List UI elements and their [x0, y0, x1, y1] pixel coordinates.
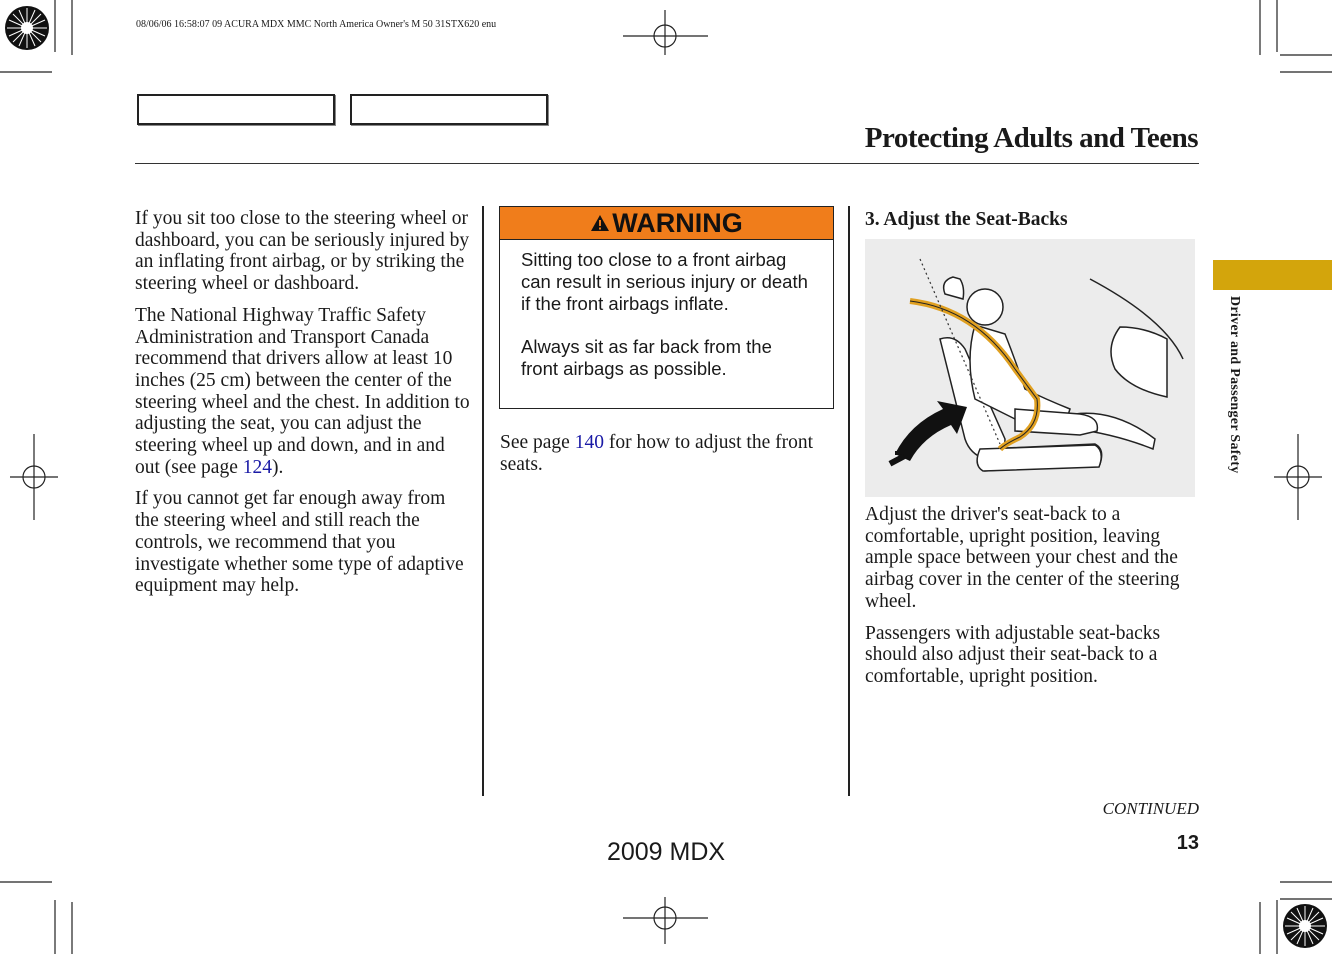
warning-body — [500, 240, 833, 380]
paragraph: If you sit too close to the steering wheel or dashboard, you can be seriously injured by an inflating front airbag, or by striking the steering wheel or dashboard. — [135, 208, 470, 295]
column-2-text — [500, 432, 830, 475]
page-link-124[interactable]: 124 — [242, 456, 272, 478]
warning-header — [500, 207, 833, 240]
warning-label: WARNING — [612, 207, 743, 238]
warning-text: Sitting too close to a front airbag can result in serious injury or death if the front airbags inflate. — [521, 249, 808, 314]
paragraph-text: for how to adjust the front seats. — [500, 432, 814, 475]
column-divider — [848, 206, 850, 796]
paragraph-text: The National Highway Traffic Safety Administration and Transport Canada recommend that drivers allow at least 10 inches (25 cm) between the center of the steering wheel and the chest. In addition to adjusting the seat, you can adjust the steering wheel up and down, and in and out (see page — [135, 304, 470, 478]
paragraph: Passengers with adjustable seat-backs should also adjust their seat-back to a comfortable, upright position. — [865, 622, 1161, 687]
paragraph: If you cannot get far enough away from the steering wheel and still reach the controls, we recommend that you investigate whether some type of adaptive equipment may help. — [135, 488, 464, 597]
print-info: 08/06/06 16:58:07 09 ACURA MDX MMC North America Owner's M 50 31STX620 enu — [136, 19, 497, 30]
model-label: 2009 MDX — [606, 838, 726, 866]
column-3-text — [865, 504, 1205, 698]
warning-box — [499, 206, 834, 409]
page-number: 13 — [1176, 832, 1199, 854]
warning-text: Always sit as far back from the front airbags as possible. — [521, 336, 772, 380]
continued-label: CONTINUED — [1102, 799, 1199, 818]
page-link-140[interactable]: 140 — [574, 432, 604, 453]
section-heading: 3. Adjust the Seat-Backs — [865, 209, 1068, 230]
paragraph-text: ). — [272, 456, 284, 478]
header-tab-box — [137, 94, 335, 125]
warning-triangle-icon — [590, 214, 610, 232]
title-rule — [135, 163, 1199, 164]
column-divider — [482, 206, 484, 796]
page-title: Protecting Adults and Teens — [864, 122, 1198, 154]
section-side-tab — [1213, 260, 1332, 290]
seat-back-illustration — [865, 239, 1195, 497]
paragraph — [135, 305, 470, 479]
section-side-label: Driver and Passenger Safety — [1227, 296, 1242, 474]
paragraph-text: See page — [500, 432, 575, 453]
header-tab-box — [350, 94, 548, 125]
column-1 — [135, 208, 470, 607]
paragraph: Adjust the driver's seat-back to a comfortable, upright position, leaving ample space between your chest and the airbag cover in the center of the steering wheel. — [865, 504, 1180, 612]
